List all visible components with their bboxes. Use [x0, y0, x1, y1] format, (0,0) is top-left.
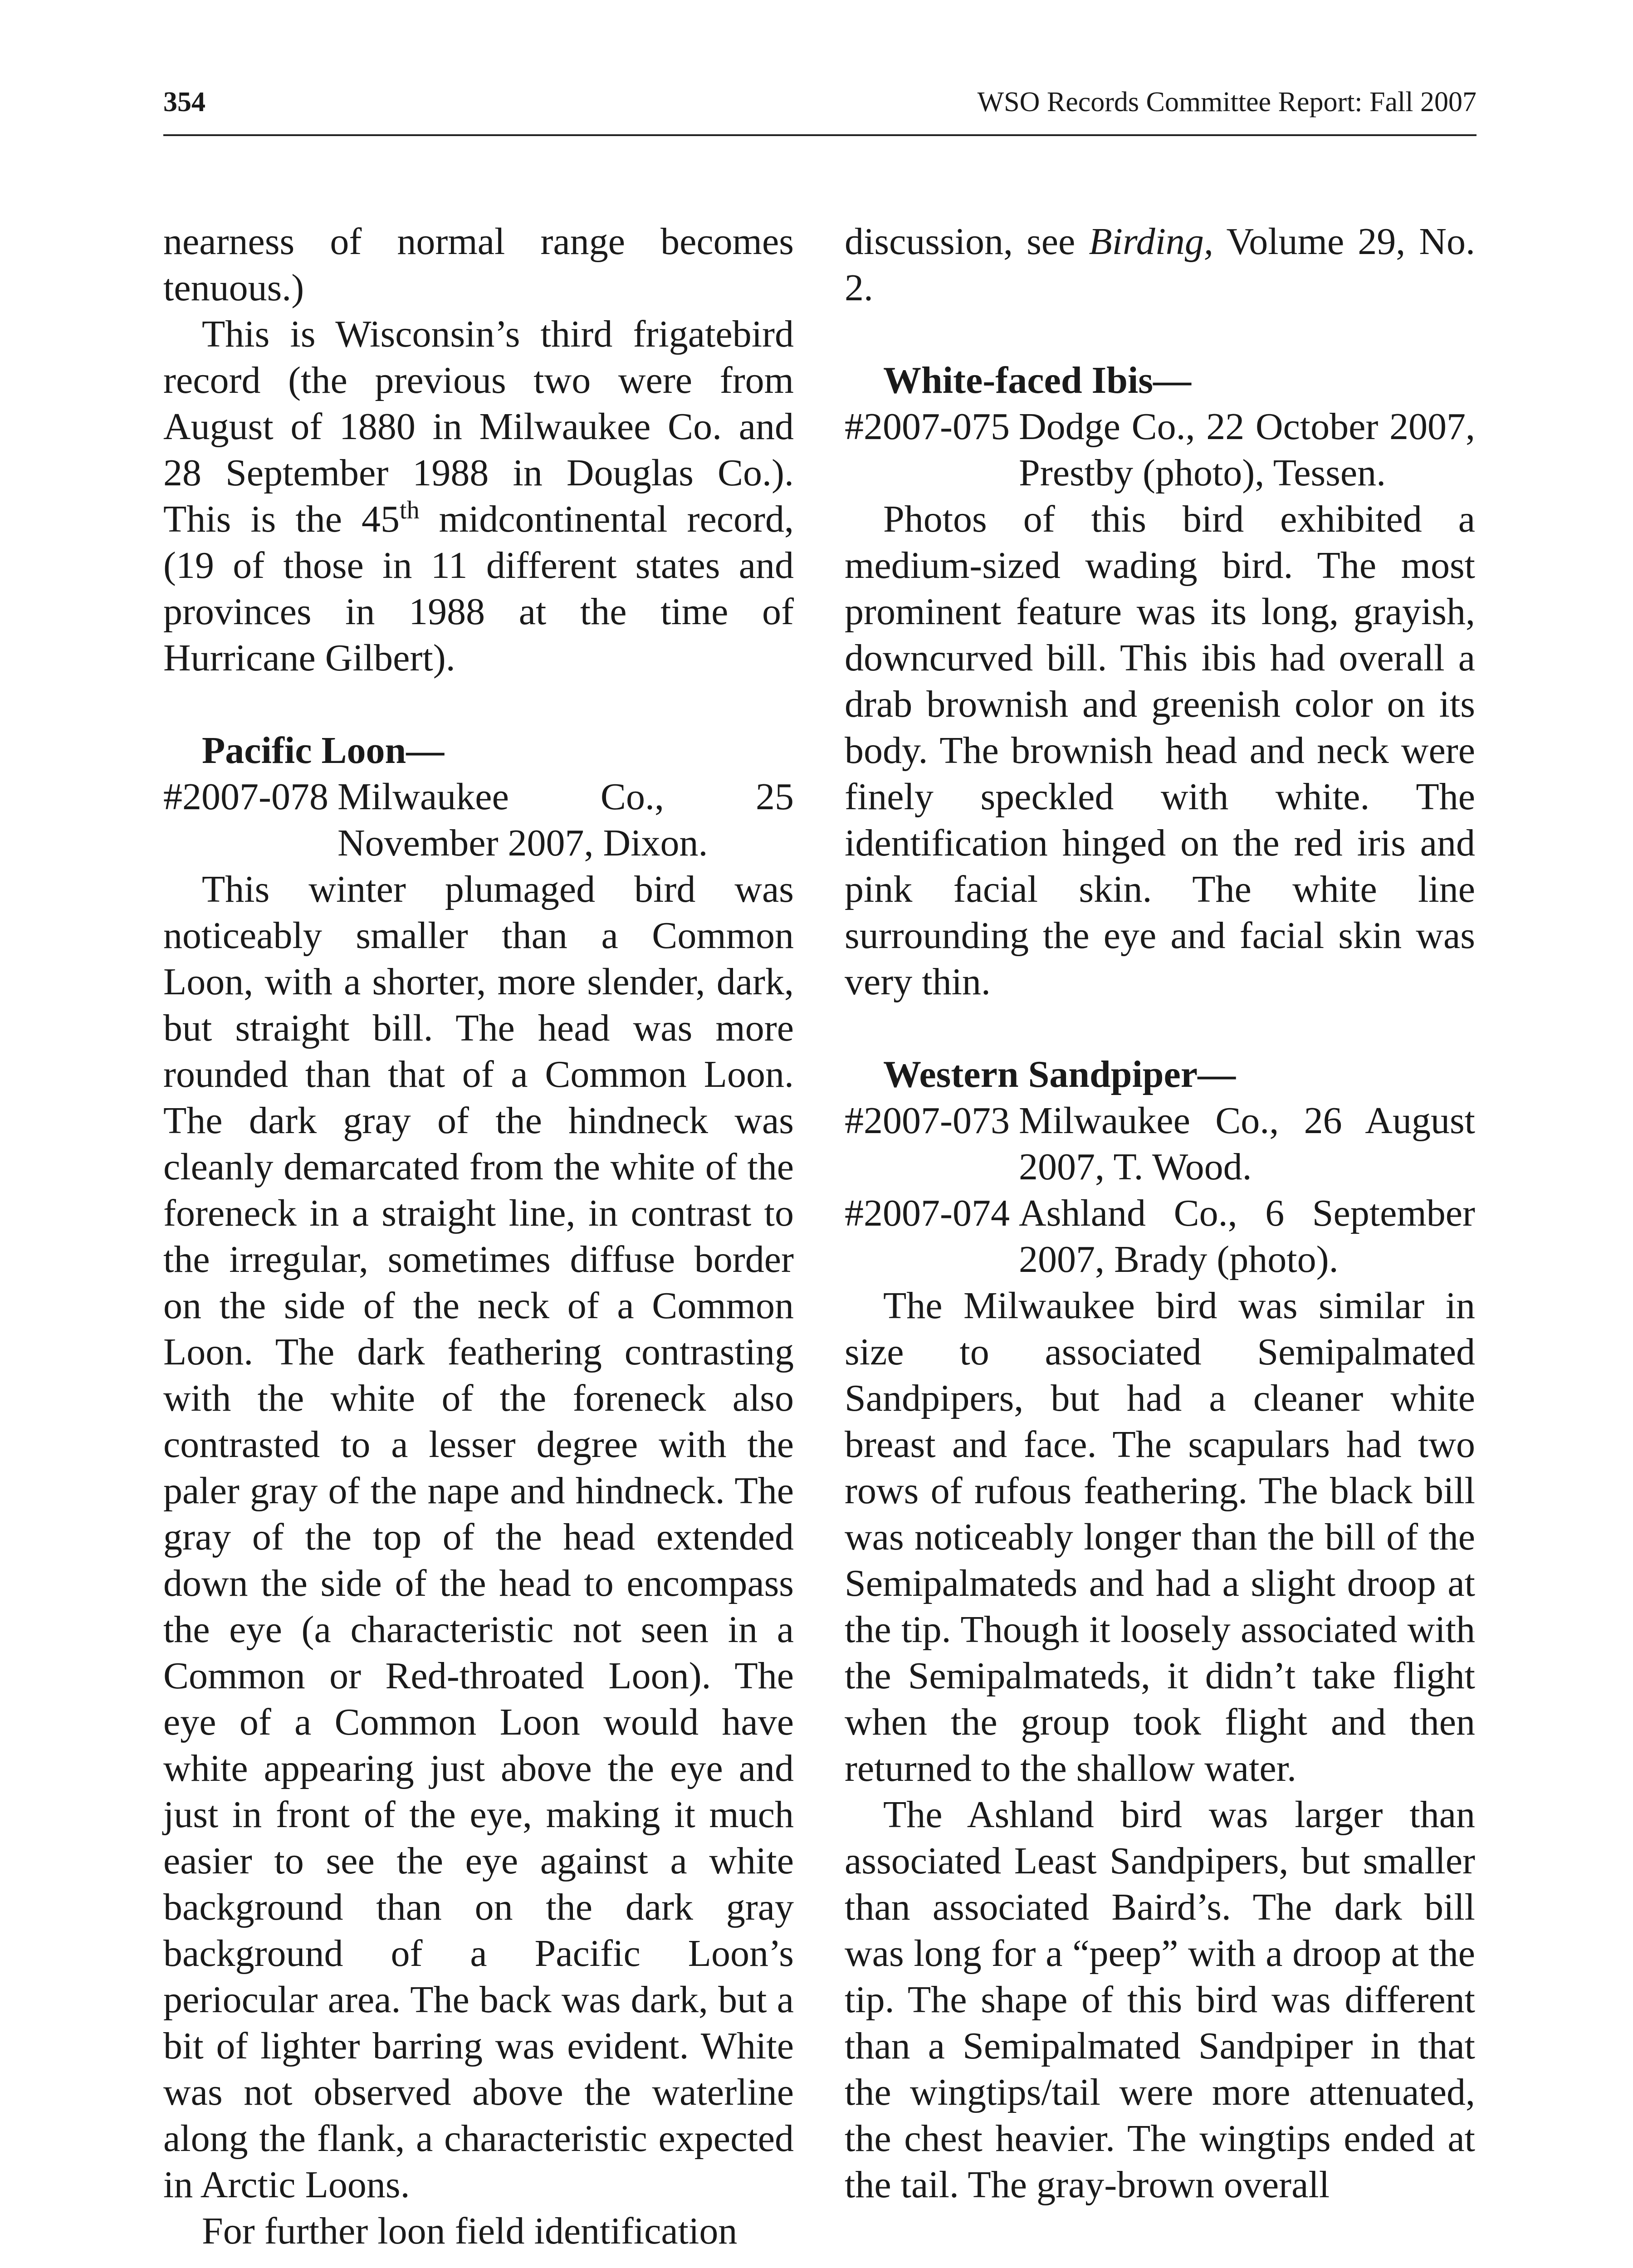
ibis-record: [845, 404, 1475, 496]
page-header: [163, 84, 1477, 136]
record-details: Ashland Co., 6 September 2007, Brady (photo).: [1019, 1192, 1475, 1281]
pacific-loon-record: [163, 774, 794, 866]
sandpiper-record-2: [845, 1190, 1475, 1283]
continued-text-b: Volume 29, No. 2.: [845, 220, 1475, 309]
sandpiper-milwaukee-description: The Milwaukee bird was similar in size to associated Semipalmated Sandpipers, but had a cleaner white breast and face. The scapulars had two rows of rufous feathering. The black bill was noticeably longer than the bill of the Semipalmateds and had a slight droop at the tip. Though it loosely associated with the Semipalmateds, it didn’t take flight when the group took flight and then returned to the shallow water.: [845, 1285, 1475, 1789]
continued-text-a: discussion, see: [845, 220, 1089, 263]
ibis-heading: White-faced Ibis—: [883, 359, 1191, 401]
left-column: [163, 219, 794, 2254]
sandpiper-ashland-description: The Ashland bird was larger than associated Least Sandpipers, but smaller than associated Baird’s. The dark bill was long for a “peep” with a droop at the tip. The shape of this bird was different than a Semipalmated Sandpiper in that the wingtips/tail were more attenuated, the chest heavier. The wingtips ended at the tail. The gray-brown overall: [845, 1794, 1475, 2206]
record-id: #2007-074: [845, 1192, 1010, 1234]
continued-paragraph: nearness of normal range becomes tenuous.): [163, 220, 794, 309]
birding-title: Birding,: [1089, 220, 1213, 263]
record-details: Dodge Co., 22 October 2007, Prestby (photo), Tessen.: [1019, 406, 1475, 494]
continued-paragraph-right: [845, 219, 1475, 311]
frigatebird-text-a: This is Wisconsin’s third frigatebird record (the previous two were from August of 1880 in Milwaukee Co. and 28 September 1988 in Douglas Co.). This is the 45: [163, 313, 794, 540]
superscript-th: th: [400, 496, 420, 524]
record-id: #2007-075: [845, 406, 1010, 448]
pacific-loon-heading: Pacific Loon—: [202, 729, 445, 772]
running-title: WSO Records Committee Report: Fall 2007: [977, 87, 1477, 117]
pacific-loon-further: For further loon field identification: [202, 2210, 738, 2252]
record-details: Milwaukee Co., 26 August 2007, T. Wood.: [1019, 1100, 1475, 1188]
sandpiper-record-1: [845, 1098, 1475, 1190]
record-details: Milwaukee Co., 25 November 2007, Dixon.: [337, 776, 794, 864]
frigatebird-text-b: midcontinental record, (19 of those in 11 different states and provinces in 1988 at the time of Hurricane Gilbert).: [163, 498, 794, 679]
right-column: [845, 219, 1475, 2208]
pacific-loon-description: This winter plumaged bird was noticeably smaller than a Common Loon, with a shorter, more slender, dark, but straight bill. The head was more rounded than that of a Common Loon. The dark gray of the hindneck was cleanly demarcated from the white of the foreneck in a straight line, in contrast to the irregular, sometimes diffuse border on the side of the neck of a Common Loon. The dark feathering contrasting with the white of the foreneck also contrasted to a lesser degree with the paler gray of the nape and hindneck. The gray of the top of the head extended down the side of the head to encompass the eye (a characteristic not seen in a Common or Red-throated Loon). The eye of a Common Loon would have white appearing just above the eye and just in front of the eye, making it much easier to see the eye against a white background than on the dark gray background of a Pacific Loon’s periocular area. The back was dark, but a bit of lighter barring was evident. White was not observed above the waterline along the flank, a characteristic expected in Arctic Loons.: [163, 868, 794, 2206]
record-id: #2007-078: [163, 776, 328, 818]
ibis-description: Photos of this bird exhibited a medium-sized wading bird. The most prominent feature was its long, grayish, downcurved bill. This ibis had overall a drab brownish and greenish color on its body. The brownish head and neck were finely speckled with white. The identification hinged on the red iris and pink facial skin. The white line surrounding the eye and facial skin was very thin.: [845, 498, 1475, 1003]
record-id: #2007-073: [845, 1100, 1010, 1142]
sandpiper-heading: Western Sandpiper—: [883, 1053, 1236, 1095]
page-number: 354: [163, 87, 205, 117]
frigatebird-paragraph: [163, 311, 794, 681]
